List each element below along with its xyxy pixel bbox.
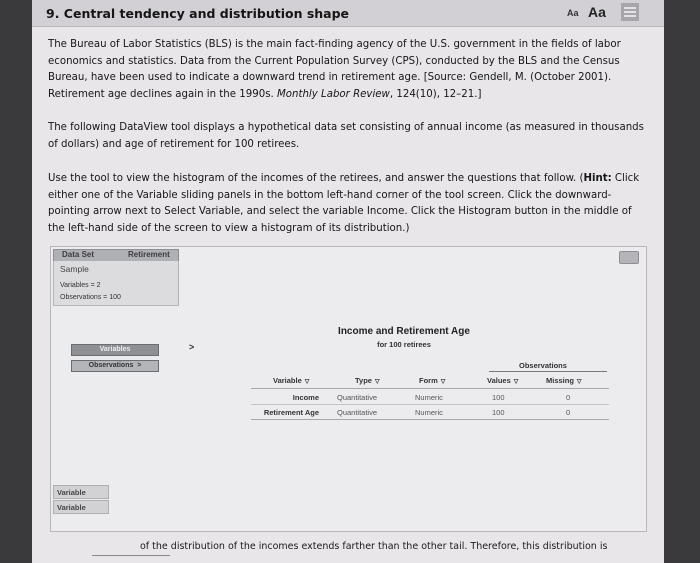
sort-triangle-icon: ▽	[374, 379, 380, 385]
dataview-tool	[50, 246, 647, 532]
table-row-values: 100	[492, 408, 505, 417]
table-row-form: Numeric	[415, 393, 443, 402]
form-column-header[interactable]: Form ▽	[419, 376, 446, 385]
variables-count: Variables = 2	[60, 282, 101, 289]
dataset-description: The following DataView tool displays a hypothetical data set consisting of annual income (as measured in thousands of dollars) and age of retirement for 100 retirees.	[48, 122, 644, 150]
table-row-variable[interactable]: Income	[292, 393, 319, 402]
header-divider	[251, 388, 609, 389]
question-page	[32, 0, 664, 563]
table-row-type: Quantitative	[337, 408, 378, 417]
variables-button[interactable]: Variables	[71, 344, 159, 356]
sort-triangle-icon: ▽	[440, 379, 446, 385]
table-row-type: Quantitative	[337, 393, 378, 402]
variable-panel-1[interactable]: Variable	[53, 485, 109, 499]
question-text: of the distribution of the incomes extends farther than the other tail. Therefore, this distribution is	[140, 541, 608, 552]
chart-title: Income and Retirement Age	[338, 326, 470, 337]
sort-triangle-icon: ▽	[304, 379, 310, 385]
sort-triangle-icon: ▽	[576, 379, 582, 385]
table-row-values: 100	[492, 393, 505, 402]
question-header	[32, 0, 664, 27]
variable-column-header[interactable]: Variable ▽	[273, 376, 310, 385]
missing-column-header[interactable]: Missing ▽	[546, 376, 582, 385]
reset-icon[interactable]	[619, 251, 639, 264]
answer-blank[interactable]	[92, 555, 170, 556]
table-row-form: Numeric	[415, 408, 443, 417]
sample-panel	[53, 261, 179, 306]
intro-paragraph: The Bureau of Labor Statistics (BLS) is the main fact-finding agency of the U.S. government in the fields of labor economics and statistics. Data from the Current Population Survey (CPS), conducted by the BLS and the Census Bureau, have been used to indicate a downward trend in retirement age. [Source: Gendell, M. (October 2001). Retirement age declines again in the 1990s. Monthly Labor Review, 124(10), 12–21.]	[48, 39, 621, 100]
dataset-label: Data Set	[62, 250, 95, 259]
decrease-font-button[interactable]: Aa	[567, 8, 579, 18]
type-column-header[interactable]: Type ▽	[355, 376, 380, 385]
row-divider	[251, 404, 609, 405]
observations-group-header: Observations	[519, 361, 567, 370]
table-row-missing: 0	[566, 393, 571, 402]
table-row-missing: 0	[566, 408, 571, 417]
dataset-name: Retirement	[128, 250, 170, 259]
sort-triangle-icon: ▽	[513, 379, 519, 385]
variable-panel-2[interactable]: Variable	[53, 500, 109, 514]
question-title: 9. Central tendency and distribution shape	[46, 6, 350, 21]
table-bottom-divider	[251, 419, 609, 420]
variables-arrow-icon[interactable]: >	[189, 342, 195, 352]
observations-group-line	[489, 371, 607, 372]
sample-label: Sample	[60, 264, 89, 274]
instructions-paragraph: Use the tool to view the histogram of the incomes of the retirees, and answer the questions that follow. (Hint: Click either one of the Variable sliding panels in the bottom left-hand corner of the tool screen. Click the downward-pointing arrow next to Select Variable, and select the variable Income. Click the Histogram button in the middle of the left-hand side of the screen to view a histogram of its distribution.)	[48, 173, 640, 234]
list-icon[interactable]	[621, 3, 639, 21]
observations-count: Observations = 100	[60, 294, 121, 301]
table-row-variable[interactable]: Retirement Age	[263, 408, 319, 417]
values-column-header[interactable]: Values ▽	[487, 376, 519, 385]
increase-font-button[interactable]: Aa	[588, 4, 606, 20]
chart-subtitle: for 100 retirees	[377, 340, 431, 349]
observations-button[interactable]: Observations >	[71, 360, 159, 372]
